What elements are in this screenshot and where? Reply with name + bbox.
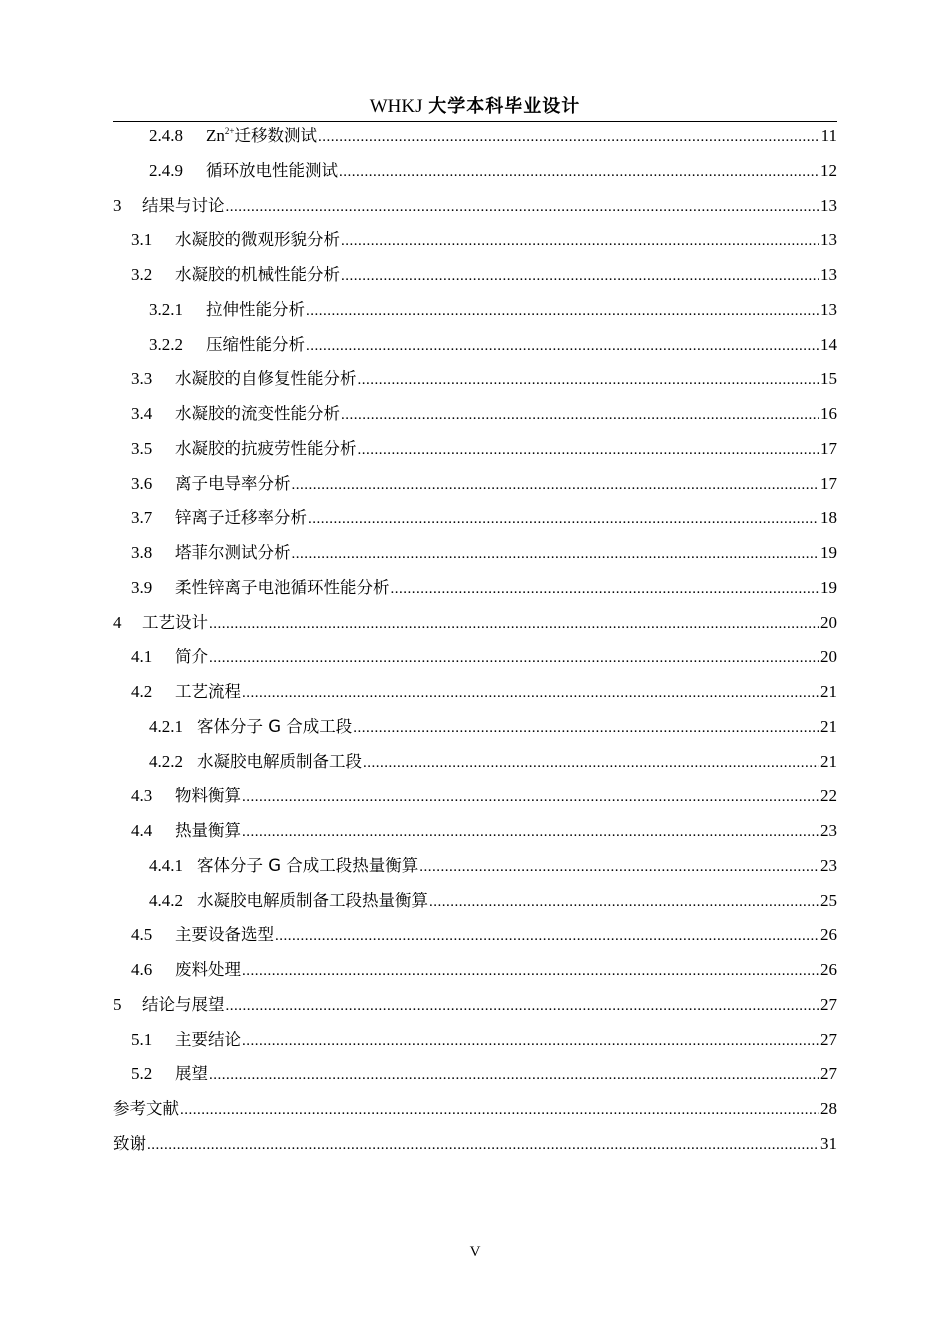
toc-entry-page: 23 [820, 855, 837, 875]
toc-entry-title [197, 710, 352, 745]
toc-entry-title-text: 展望 [175, 1064, 208, 1084]
toc-entry-title-text: 循环放电性能测试 [206, 160, 338, 180]
toc-entry-title [175, 536, 291, 571]
table-of-contents [113, 119, 837, 1162]
toc-entry-title-text: 热量衡算 [175, 821, 241, 840]
toc-entry[interactable] [113, 467, 837, 502]
toc-entry-page: 16 [820, 404, 837, 423]
toc-entry-title [175, 814, 241, 849]
page-header [113, 94, 837, 122]
toc-entry-title [175, 675, 241, 710]
toc-entry-title-text: 离子电导率分析 [175, 473, 291, 493]
toc-entry[interactable] [113, 640, 837, 675]
toc-dot-leader [180, 1093, 819, 1128]
toc-entry-title [142, 606, 208, 641]
toc-entry-title-text: 物料衡算 [175, 786, 241, 806]
toc-entry-page: 15 [820, 369, 837, 389]
toc-entry-number: 3.8 [131, 543, 153, 562]
toc-entry-title-text: 柔性锌离子电池循环性能分析 [175, 577, 390, 597]
toc-entry[interactable] [113, 293, 837, 328]
toc-entry-page: 19 [820, 577, 837, 597]
toc-entry-title-text: 拉伸性能分析 [206, 299, 305, 319]
toc-entry[interactable] [113, 1092, 837, 1127]
toc-entry[interactable] [113, 223, 837, 258]
toc-entry[interactable] [113, 119, 837, 154]
toc-entry[interactable] [113, 849, 837, 884]
toc-entry-page: 25 [820, 890, 837, 910]
toc-entry-title-text: 水凝胶的流变性能分析 [175, 404, 340, 423]
toc-entry[interactable] [113, 1127, 837, 1162]
toc-entry[interactable] [113, 154, 837, 189]
toc-entry[interactable] [113, 189, 837, 224]
toc-entry-title-text: 简介 [175, 647, 208, 667]
toc-entry[interactable] [113, 362, 837, 397]
toc-entry-number: 4.2.1 [149, 716, 183, 736]
toc-entry-title-text: 迁移数测试 [234, 126, 317, 145]
toc-entry-title-text: 水凝胶的抗疲劳性能分析 [175, 438, 357, 458]
toc-dot-leader [358, 363, 820, 398]
toc-entry[interactable] [113, 953, 837, 988]
toc-entry-title [175, 918, 274, 953]
toc-dot-leader [242, 954, 819, 989]
toc-dot-leader [275, 919, 819, 954]
toc-entry-number: 3.5 [131, 438, 153, 458]
toc-dot-leader [242, 676, 819, 711]
toc-entry-title [175, 640, 208, 675]
toc-entry-number: 3.2.1 [149, 299, 183, 319]
toc-dot-leader [318, 120, 820, 155]
toc-entry-number: 3.3 [131, 369, 153, 389]
toc-entry-title-text: 工艺设计 [142, 612, 208, 632]
toc-entry-page: 13 [820, 230, 837, 250]
header-title: 大学本科毕业设计 [428, 96, 581, 117]
toc-entry-title [175, 362, 357, 397]
toc-entry-page: 11 [820, 126, 837, 145]
toc-entry[interactable] [113, 710, 837, 745]
toc-entry-title [175, 258, 340, 293]
toc-entry[interactable] [113, 675, 837, 710]
toc-entry[interactable] [113, 397, 837, 432]
toc-entry-number: 2.4.9 [149, 160, 183, 180]
toc-entry-title [142, 189, 225, 224]
toc-dot-leader [306, 329, 819, 364]
toc-dot-leader [209, 641, 819, 676]
toc-entry-title [206, 293, 305, 328]
toc-entry[interactable] [113, 1057, 837, 1092]
toc-entry-title [175, 779, 241, 814]
toc-entry-number: 3.4 [131, 404, 153, 423]
toc-entry-title [142, 988, 225, 1023]
toc-entry[interactable] [113, 258, 837, 293]
toc-dot-leader [242, 780, 819, 815]
toc-entry[interactable] [113, 918, 837, 953]
toc-entry-number: 5.2 [131, 1064, 153, 1084]
toc-dot-leader [226, 190, 820, 225]
toc-entry[interactable] [113, 884, 837, 919]
toc-entry[interactable] [113, 328, 837, 363]
toc-entry-page: 26 [820, 925, 837, 945]
header-brand: WHKJ [369, 96, 423, 117]
toc-dot-leader [209, 607, 819, 642]
toc-entry-number: 5.1 [131, 1029, 153, 1049]
toc-entry-title-prefix: Zn [206, 126, 225, 145]
toc-entry-page: 13 [820, 299, 837, 319]
toc-entry-page: 27 [820, 1064, 837, 1084]
toc-entry-title [175, 1023, 241, 1058]
toc-entry-title [175, 397, 340, 432]
toc-entry-title-text: 主要结论 [175, 1029, 241, 1049]
toc-dot-leader [306, 294, 819, 329]
toc-entry-number: 3.9 [131, 577, 153, 597]
toc-entry-page: 20 [820, 612, 837, 632]
toc-dot-leader [147, 1128, 819, 1163]
toc-entry-number: 4.4.1 [149, 855, 183, 875]
toc-entry-page: 31 [820, 1133, 837, 1153]
toc-entry-title [206, 328, 305, 363]
toc-entry-page: 20 [820, 647, 837, 667]
toc-entry[interactable] [113, 988, 837, 1023]
toc-entry-number: 4.4.2 [149, 890, 183, 910]
toc-entry-number: 5 [113, 994, 122, 1014]
toc-entry-title [175, 953, 241, 988]
toc-entry-title [175, 571, 390, 606]
toc-entry-number: 3 [113, 195, 122, 215]
toc-entry-number: 4.6 [131, 960, 153, 979]
toc-entry-title-superscript: 2+ [224, 126, 235, 136]
toc-dot-leader [242, 815, 819, 850]
toc-entry-number: 4.2 [131, 682, 153, 701]
toc-entry-title [175, 1057, 208, 1092]
toc-entry-number: 4.3 [131, 786, 153, 806]
toc-entry[interactable] [113, 814, 837, 849]
toc-dot-leader [363, 746, 819, 781]
toc-entry-title [175, 501, 307, 536]
toc-dot-leader [358, 433, 820, 468]
toc-entry-page: 28 [820, 1099, 837, 1118]
toc-dot-leader [419, 850, 819, 885]
toc-entry-page: 21 [820, 716, 837, 736]
toc-entry-page: 17 [820, 473, 837, 493]
toc-entry-number: 4 [113, 612, 122, 632]
toc-entry-page: 13 [820, 265, 837, 284]
toc-entry-page: 13 [820, 195, 837, 215]
toc-entry[interactable] [113, 536, 837, 571]
toc-entry-title-text: 结果与讨论 [142, 195, 225, 215]
toc-entry-number: 3.1 [131, 230, 153, 250]
toc-dot-leader [292, 468, 820, 503]
toc-entry-title-text: 主要设备选型 [175, 925, 274, 945]
toc-dot-leader [209, 1058, 819, 1093]
toc-entry-title [175, 223, 340, 258]
toc-entry-page: 23 [820, 821, 837, 840]
toc-entry[interactable] [113, 606, 837, 641]
toc-dot-leader [292, 537, 820, 572]
toc-entry-title-text: 压缩性能分析 [206, 334, 305, 354]
toc-dot-leader [341, 224, 819, 259]
page-number: V [469, 1244, 481, 1260]
toc-entry-title-text: 水凝胶电解质制备工段热量衡算 [197, 890, 428, 910]
toc-entry-title [175, 467, 291, 502]
toc-entry-page: 21 [820, 682, 837, 701]
toc-entry-title-text: 参考文献 [113, 1099, 179, 1118]
toc-entry-title [206, 119, 317, 154]
toc-entry-number: 4.5 [131, 925, 153, 945]
toc-entry-page: 12 [820, 160, 837, 180]
toc-entry-title-text: 致谢 [113, 1133, 146, 1153]
toc-entry-title-text: 水凝胶电解质制备工段 [197, 751, 362, 771]
toc-entry-title-text: 客体分子 G 合成工段热量衡算 [197, 855, 419, 875]
toc-entry[interactable] [113, 1023, 837, 1058]
toc-entry-title [197, 849, 418, 884]
toc-entry-page: 27 [820, 1029, 837, 1049]
toc-entry-page: 26 [820, 960, 837, 979]
toc-dot-leader [429, 885, 819, 920]
toc-entry-title-text: 水凝胶的微观形貌分析 [175, 230, 340, 250]
toc-entry-title [113, 1092, 179, 1127]
toc-entry-title [175, 432, 357, 467]
toc-entry-number: 4.2.2 [149, 751, 183, 771]
toc-entry-title [206, 154, 338, 189]
toc-entry-page: 22 [820, 786, 837, 806]
toc-entry-number: 3.6 [131, 473, 153, 493]
toc-entry-title [197, 745, 362, 780]
toc-dot-leader [341, 259, 819, 294]
toc-entry-page: 14 [820, 334, 837, 354]
toc-entry-page: 21 [820, 751, 837, 771]
toc-entry-page: 27 [820, 994, 837, 1014]
toc-entry-number: 2.4.8 [149, 126, 183, 145]
toc-entry-title [113, 1127, 146, 1162]
toc-entry-page: 19 [820, 543, 837, 562]
toc-entry-title-text: 废料处理 [175, 960, 241, 979]
toc-entry-number: 3.2.2 [149, 334, 183, 354]
toc-entry-number: 3.2 [131, 265, 153, 284]
toc-entry-page: 17 [820, 438, 837, 458]
toc-entry-title-text: 塔菲尔测试分析 [175, 543, 291, 562]
toc-entry[interactable] [113, 501, 837, 536]
toc-dot-leader [353, 711, 819, 746]
toc-entry-number: 3.7 [131, 508, 153, 528]
toc-dot-leader [308, 502, 819, 537]
toc-entry-title-text: 水凝胶的机械性能分析 [175, 265, 340, 284]
toc-dot-leader [339, 155, 819, 190]
toc-entry-title-text: 客体分子 G 合成工段 [197, 716, 353, 736]
toc-entry-title-text: 锌离子迁移率分析 [175, 508, 307, 528]
toc-entry-title [197, 884, 428, 919]
toc-entry-page: 18 [820, 508, 837, 528]
toc-entry[interactable] [113, 432, 837, 467]
toc-entry[interactable] [113, 779, 837, 814]
toc-entry-number: 4.1 [131, 647, 153, 667]
toc-dot-leader [391, 572, 820, 607]
toc-dot-leader [341, 398, 819, 433]
toc-dot-leader [242, 1024, 819, 1059]
toc-entry-title-text: 工艺流程 [175, 682, 241, 701]
toc-entry-title-text: 水凝胶的自修复性能分析 [175, 369, 357, 389]
toc-entry-number: 4.4 [131, 821, 153, 840]
toc-entry[interactable] [113, 745, 837, 780]
toc-entry[interactable] [113, 571, 837, 606]
toc-entry-title-text: 结论与展望 [142, 994, 225, 1014]
toc-dot-leader [226, 989, 820, 1024]
